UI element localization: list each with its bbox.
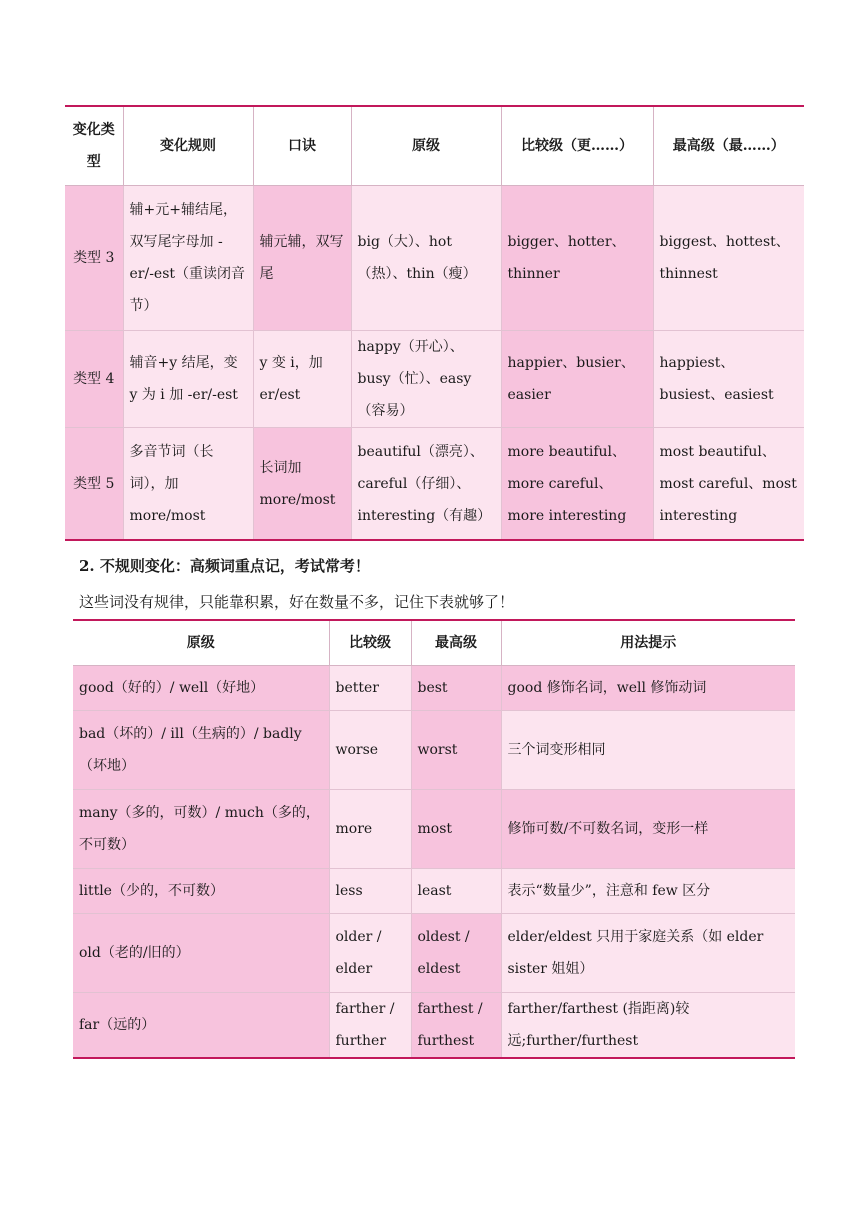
cell-mnemonic: 辅元辅，双写尾 bbox=[253, 186, 351, 331]
cell-comparative: less bbox=[329, 869, 411, 914]
cell-base: beautiful（漂亮）、careful（仔细）、interesting（有趣） bbox=[351, 428, 501, 541]
header-comparative: 比较级 bbox=[329, 620, 411, 666]
cell-base: bad（坏的）/ ill（生病的）/ badly（坏地） bbox=[73, 711, 329, 790]
cell-comparative: happier、busier、easier bbox=[501, 331, 653, 428]
cell-mnemonic: y 变 i，加 er/est bbox=[253, 331, 351, 428]
cell-comparative: older / elder bbox=[329, 914, 411, 993]
cell-comparative: bigger、hotter、thinner bbox=[501, 186, 653, 331]
cell-comparative: worse bbox=[329, 711, 411, 790]
section-intro: 这些词没有规律，只能靠积累，好在数量不多，记住下表就够了！ bbox=[79, 593, 515, 611]
cell-comparative: more beautiful、more careful、more interesting bbox=[501, 428, 653, 541]
table-row bbox=[73, 993, 795, 1059]
cell-mnemonic: 长词加 more/most bbox=[253, 428, 351, 541]
header-change-rule: 变化规则 bbox=[123, 106, 253, 186]
table-header-row bbox=[73, 620, 795, 666]
cell-superlative: farthest / furthest bbox=[411, 993, 501, 1059]
header-superlative: 最高级（最……） bbox=[653, 106, 804, 186]
table-row bbox=[73, 711, 795, 790]
section-heading: 2. 不规则变化：高频词重点记，考试常考！ bbox=[79, 557, 370, 575]
cell-rule: 辅+元+辅结尾，双写尾字母加 -er/-est（重读闭音节） bbox=[123, 186, 253, 331]
table-row bbox=[73, 869, 795, 914]
header-usage-tip: 用法提示 bbox=[501, 620, 795, 666]
header-change-type: 变化类型 bbox=[65, 106, 123, 186]
cell-superlative: most beautiful、most careful、most interesting bbox=[653, 428, 804, 541]
table-row bbox=[65, 428, 804, 541]
header-mnemonic: 口诀 bbox=[253, 106, 351, 186]
cell-superlative: biggest、hottest、thinnest bbox=[653, 186, 804, 331]
cell-type: 类型 4 bbox=[65, 331, 123, 428]
cell-comparative: farther / further bbox=[329, 993, 411, 1059]
cell-tip: elder/eldest 只用于家庭关系（如 elder sister 姐姐） bbox=[501, 914, 795, 993]
cell-base: far（远的） bbox=[73, 993, 329, 1059]
cell-base: little（少的，不可数） bbox=[73, 869, 329, 914]
header-superlative: 最高级 bbox=[411, 620, 501, 666]
cell-tip: good 修饰名词，well 修饰动词 bbox=[501, 666, 795, 711]
header-comparative: 比较级（更……） bbox=[501, 106, 653, 186]
cell-base: good（好的）/ well（好地） bbox=[73, 666, 329, 711]
cell-base: old（老的/旧的） bbox=[73, 914, 329, 993]
cell-superlative: happiest、busiest、easiest bbox=[653, 331, 804, 428]
table-header-row bbox=[65, 106, 804, 186]
cell-superlative: oldest / eldest bbox=[411, 914, 501, 993]
cell-tip: 修饰可数/不可数名词，变形一样 bbox=[501, 790, 795, 869]
cell-superlative: worst bbox=[411, 711, 501, 790]
cell-base: many（多的，可数）/ much（多的，不可数） bbox=[73, 790, 329, 869]
table-row bbox=[73, 914, 795, 993]
table-row bbox=[65, 331, 804, 428]
comparison-rules-table bbox=[65, 105, 804, 541]
cell-type: 类型 5 bbox=[65, 428, 123, 541]
cell-comparative: better bbox=[329, 666, 411, 711]
header-base-form: 原级 bbox=[73, 620, 329, 666]
cell-rule: 辅音+y 结尾，变 y 为 i 加 -er/-est bbox=[123, 331, 253, 428]
cell-superlative: least bbox=[411, 869, 501, 914]
irregular-forms-table bbox=[73, 619, 795, 1059]
cell-base: big（大）、hot（热）、thin（瘦） bbox=[351, 186, 501, 331]
cell-tip: farther/farthest (指距离)较远;further/furthest bbox=[501, 993, 795, 1059]
table-row bbox=[73, 666, 795, 711]
cell-superlative: best bbox=[411, 666, 501, 711]
cell-type: 类型 3 bbox=[65, 186, 123, 331]
cell-tip: 表示“数量少”，注意和 few 区分 bbox=[501, 869, 795, 914]
header-base-form: 原级 bbox=[351, 106, 501, 186]
cell-rule: 多音节词（长词），加 more/most bbox=[123, 428, 253, 541]
cell-tip: 三个词变形相同 bbox=[501, 711, 795, 790]
cell-base: happy（开心）、busy（忙）、easy（容易） bbox=[351, 331, 501, 428]
cell-comparative: more bbox=[329, 790, 411, 869]
cell-superlative: most bbox=[411, 790, 501, 869]
table-row bbox=[73, 790, 795, 869]
table-row bbox=[65, 186, 804, 331]
